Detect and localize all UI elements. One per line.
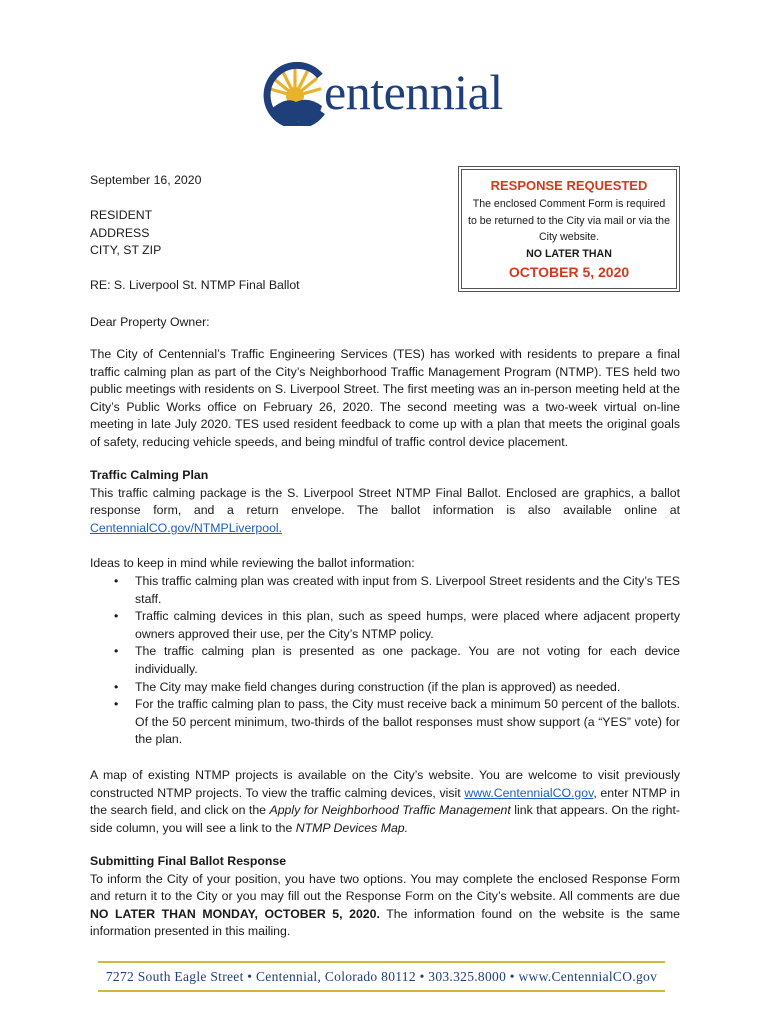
logo-wordmark: entennial [324,64,503,120]
address-line: CITY, ST ZIP [90,243,162,257]
ideas-list [90,573,680,749]
letter-date: September 16, 2020 [90,173,202,187]
list-item: • For the traffic calming plan to pass, the City must receive back a minimum 50 percent of the ballots. Of the 50 percent minimum, two-thirds of the ballot responses must show support (a “YES” vote) for the plan. [114,697,680,747]
submit-section [90,853,680,941]
submit-heading: Submitting Final Ballot Response [90,854,287,868]
response-requested-box [458,166,680,292]
deadline-emphasis: NO LATER THAN MONDAY, OCTOBER 5, 2020. [90,906,380,921]
response-title: RESPONSE REQUESTED [490,178,648,193]
centennial-logo [258,62,520,126]
list-item: • Traffic calming devices in this plan, such as speed humps, were placed where adjacent property owners approved their use, per the City’s NTMP policy. [114,609,680,641]
plan-heading: Traffic Calming Plan [90,468,209,482]
subject-line: RE: S. Liverpool St. NTMP Final Ballot [90,278,300,292]
recipient-address [90,207,161,260]
address-line: RESIDENT [90,208,153,222]
footer-rule-top [98,961,665,963]
salutation: Dear Property Owner: [90,315,210,329]
no-later-than: NO LATER THAN [526,247,612,260]
ideas-intro: Ideas to keep in mind while reviewing the ballot information: [90,556,415,570]
footer-address: 7272 South Eagle Street • Centennial, Colorado 80112 • 303.325.8000 • www.CentennialCO.gov [105,969,658,984]
bullet-icon: • [114,609,119,624]
list-item: • The traffic calming plan is presented as one package. You are not voting for each device individually. [114,644,680,676]
plan-paragraph [90,485,680,538]
list-item: • The City may make field changes during construction (if the plan is approved) as needed. [90,679,680,697]
intro-paragraph: The City of Centennial’s Traffic Engineering Services (TES) has worked with residents to prepare a final traffic calming plan as part of the City’s Neighborhood Traffic Management Program (NTMP). TES held two public meetings with residents on S. Liverpool Street. The first meeting was an in-person meeting held at the City’s Public Works office on February 26, 2020. The second meeting was a two-week virtual on-line meeting in late July 2020. TES used resident feedback to come up with a plan that meets the original goals of safety, reducing vehicle speeds, and being mindful of traffic control device placement. [90,347,680,449]
response-text: The enclosed Comment Form is required to be returned to the City via mail or via the City website. [468,198,670,244]
bullet-icon: • [114,697,119,712]
bullet-icon: • [114,644,119,659]
apply-ntm-reference: Apply for Neighborhood Traffic Management [269,803,511,818]
address-line: ADDRESS [90,225,150,240]
centennial-website-link[interactable]: www.CentennialCO.gov [464,785,594,800]
response-deadline: OCTOBER 5, 2020 [508,263,630,280]
ntmp-liverpool-link[interactable]: CentennialCO.gov/NTMPLiverpool. [90,520,283,535]
submit-paragraph: To inform the City of your position, you have two options. You may complete the enclosed Response Form and return it to the City or you may fill out the Response Form on the City’s website. All comments are due NO LATER THAN MONDAY, OCTOBER 5, 2020. The information found on the website is the same information presented in this mailing. [90,871,680,939]
map-paragraph: A map of existing NTMP projects is available on the City’s website. You are welcome to visit previously constructed NTMP projects. To view the traffic calming devices, visit www.CentennialCO.gov, enter NTMP in the search field, and click on the Apply for Neighborhood Traffic Management link that appears. On the right-side column, you will see a link to the NTMP Devices Map. [90,768,681,835]
bullet-icon: • [114,679,119,694]
list-item: • This traffic calming plan was created with input from S. Liverpool Street residents and the City’s TES staff. [114,574,680,606]
footer-rule-bottom [98,990,665,992]
bullet-icon: • [114,574,119,588]
plan-text: This traffic calming package is the S. Liverpool Street NTMP Final Ballot. Enclosed are graphics, a ballot response form, and a return envelope. The ballot information is also available online at [90,485,680,518]
ntmp-devices-map-reference: NTMP Devices Map. [295,820,409,835]
sunburst-c-icon [258,62,332,126]
plan-section [90,467,680,537]
